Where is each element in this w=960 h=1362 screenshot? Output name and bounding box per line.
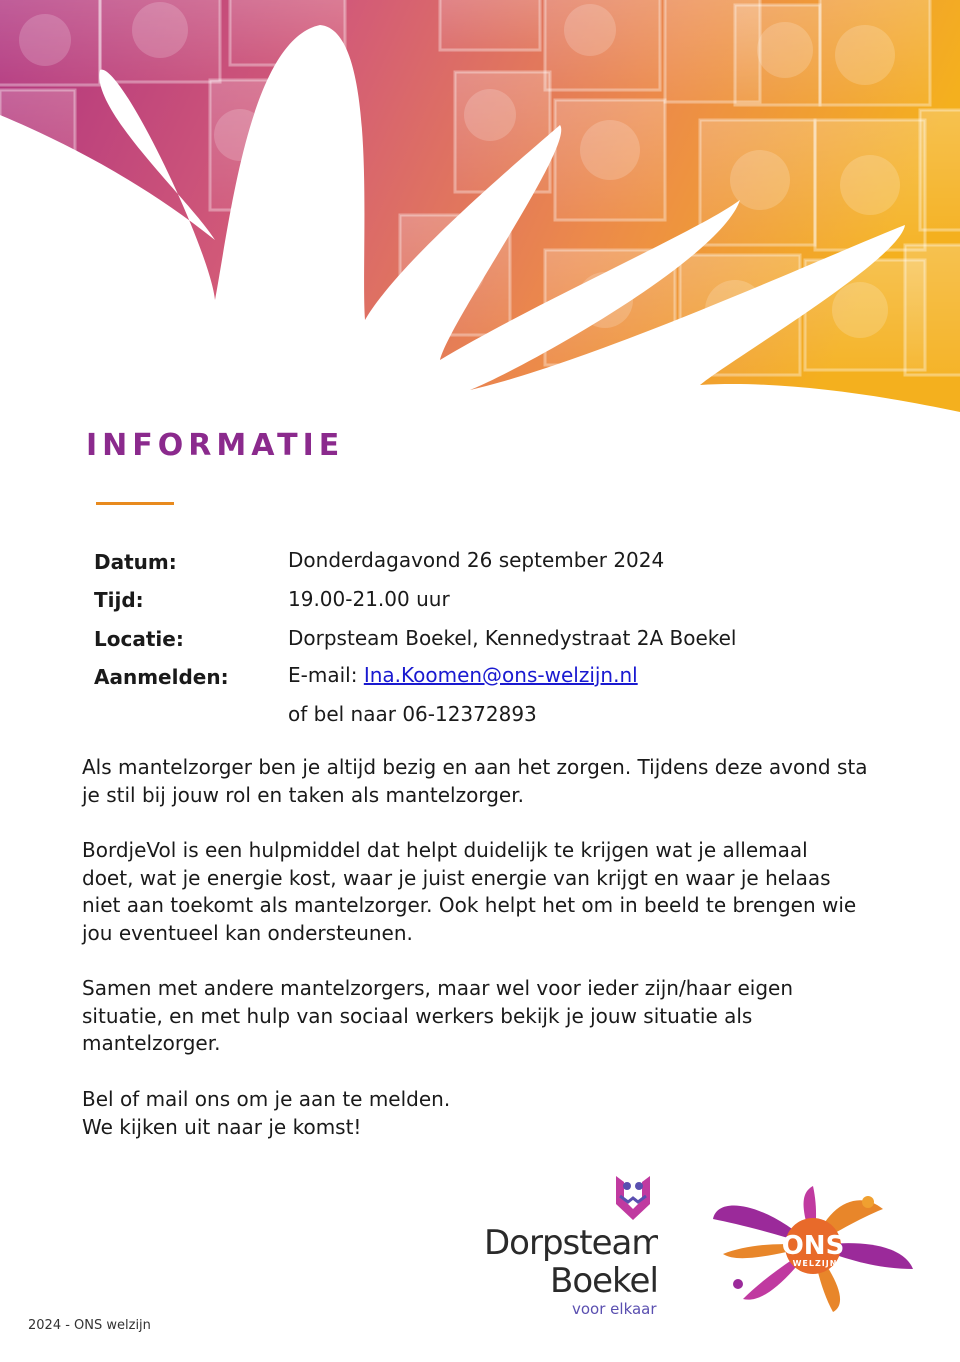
hero-photo-collage xyxy=(0,0,960,420)
text-line: mantelzorger. xyxy=(82,1031,221,1055)
text-line: Samen met andere mantelzorgers, maar wel voor ieder zijn/haar eigen xyxy=(82,976,794,1000)
phone-line: of bel naar 06-12372893 xyxy=(288,702,537,726)
ons-welzijn-logo xyxy=(708,1184,918,1314)
dorpsteam-boekel-logo xyxy=(478,1168,658,1324)
text-line: Bel of mail ons om je aan te melden. xyxy=(82,1087,451,1111)
tijd-value: 19.00-21.00 uur xyxy=(288,587,450,611)
datum-value: Donderdagavond 26 september 2024 xyxy=(288,548,665,572)
locatie-label: Locatie: xyxy=(94,627,184,651)
section-title: INFORMATIE xyxy=(86,428,345,463)
boekel-wordmark: Boekel xyxy=(550,1261,658,1301)
ons-wordmark: ONS xyxy=(781,1231,845,1261)
paragraph-closing xyxy=(82,1086,892,1141)
tijd-label: Tijd: xyxy=(94,588,144,612)
aanmelden-label: Aanmelden: xyxy=(94,665,229,689)
paragraph-bordjevol xyxy=(82,837,892,947)
text-line: We kijken uit naar je komst! xyxy=(82,1114,362,1139)
paragraph-samen xyxy=(82,975,892,1058)
text-line: situatie, en met hulp van sociaal werkers bekijk je jouw situatie als xyxy=(82,1003,753,1028)
text-line: niet aan toekomt als mantelzorger. Ook helpt het om in beeld te brengen wie xyxy=(82,893,857,917)
text-line: doet, wat je energie kost, waar je juist energie van krijgt en waar je helaas xyxy=(82,865,831,890)
dorpsteam-wordmark: Dorpsteam xyxy=(484,1223,658,1263)
paragraph-intro xyxy=(82,754,892,809)
dorpsteam-logo-graphic xyxy=(478,1168,658,1324)
text-line: jou eventueel kan ondersteunen. xyxy=(82,920,413,945)
hero-graphic xyxy=(0,0,960,420)
locatie-value: Dorpsteam Boekel, Kennedystraat 2A Boekel xyxy=(288,626,737,650)
voor-elkaar-tagline: voor elkaar xyxy=(572,1300,657,1318)
ons-logo-graphic xyxy=(708,1184,918,1314)
email-prefix: E-mail: xyxy=(288,663,364,687)
text-line: Als mantelzorger ben je altijd bezig en aan het zorgen. Tijdens deze avond sta xyxy=(82,755,868,779)
welzijn-wordmark: WELZIJN xyxy=(792,1259,838,1268)
email-line xyxy=(288,663,638,687)
title-underline-divider xyxy=(96,502,174,505)
email-link[interactable]: Ina.Koomen@ons-welzijn.nl xyxy=(363,663,638,687)
datum-label: Datum: xyxy=(94,550,177,574)
footer-copyright: 2024 - ONS welzijn xyxy=(28,1318,151,1333)
text-line: BordjeVol is een hulpmiddel dat helpt duidelijk te krijgen wat je allemaal xyxy=(82,838,808,862)
text-line: je stil bij jouw rol en taken als mantelzorger. xyxy=(82,782,524,807)
